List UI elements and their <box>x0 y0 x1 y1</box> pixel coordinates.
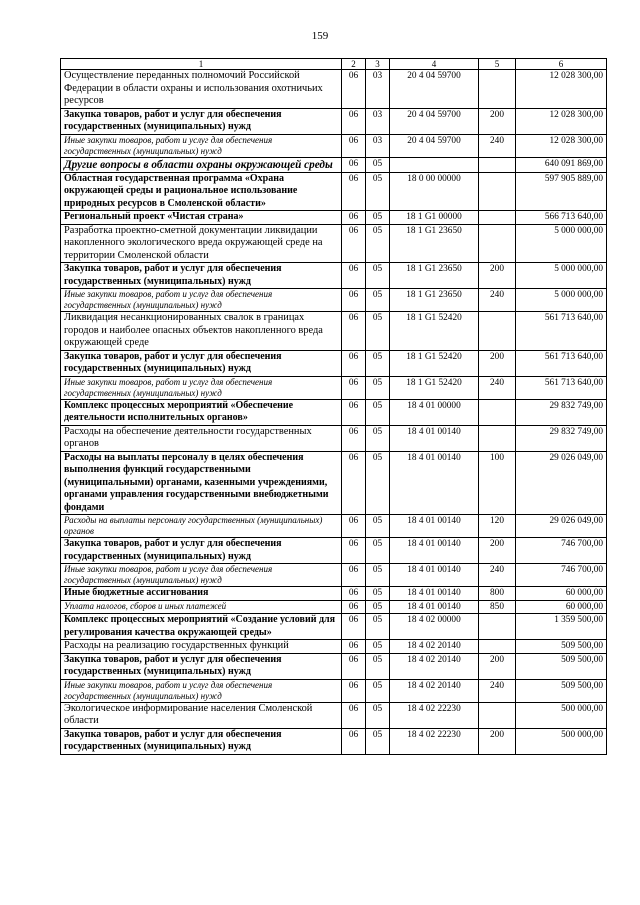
table-row <box>61 263 607 289</box>
row-subsection-code: 05 <box>366 515 390 538</box>
row-target-code: 18 4 02 00000 <box>390 614 479 640</box>
row-expense-type <box>479 224 516 263</box>
table-row <box>61 157 607 172</box>
row-section-code: 06 <box>342 600 366 614</box>
row-subsection-code: 05 <box>366 679 390 702</box>
table-row <box>61 211 607 225</box>
row-section-code: 06 <box>342 587 366 601</box>
row-name: Закупка товаров, работ и услуг для обеспечения государственных (муниципальных) нужд <box>61 350 342 376</box>
table-row <box>61 134 607 157</box>
row-amount: 29 832 749,00 <box>516 399 607 425</box>
row-target-code: 18 4 02 22230 <box>390 702 479 728</box>
row-section-code: 06 <box>342 108 366 134</box>
table-row <box>61 515 607 538</box>
row-name: Иные закупки товаров, работ и услуг для обеспечения государственных (муниципальных) нужд <box>61 376 342 399</box>
row-target-code: 18 0 00 00000 <box>390 172 479 211</box>
row-section-code: 06 <box>342 451 366 515</box>
row-target-code: 18 1 G1 52420 <box>390 376 479 399</box>
row-name: Расходы на выплаты персоналу государственных (муниципальных) органов <box>61 515 342 538</box>
table-row <box>61 728 607 754</box>
row-target-code: 18 4 01 00140 <box>390 425 479 451</box>
row-section-code: 06 <box>342 70 366 109</box>
row-amount: 561 713 640,00 <box>516 350 607 376</box>
row-target-code: 18 1 G1 23650 <box>390 263 479 289</box>
row-amount: 29 026 049,00 <box>516 451 607 515</box>
row-name: Ликвидация несанкционированных свалок в границах городов и наиболее опасных объектов накопленного вреда окружающей среде <box>61 312 342 351</box>
row-target-code: 18 4 02 20140 <box>390 640 479 654</box>
row-section-code: 06 <box>342 679 366 702</box>
row-expense-type <box>479 614 516 640</box>
row-target-code: 18 4 01 00000 <box>390 399 479 425</box>
row-subsection-code: 05 <box>366 172 390 211</box>
row-expense-type: 850 <box>479 600 516 614</box>
row-expense-type: 240 <box>479 134 516 157</box>
row-target-code: 18 1 G1 52420 <box>390 350 479 376</box>
row-section-code: 06 <box>342 425 366 451</box>
row-amount: 597 905 889,00 <box>516 172 607 211</box>
table-row <box>61 702 607 728</box>
row-expense-type: 200 <box>479 538 516 564</box>
table-row <box>61 172 607 211</box>
row-amount: 640 091 869,00 <box>516 157 607 172</box>
page-number: 159 <box>311 30 329 42</box>
row-target-code: 20 4 04 59700 <box>390 108 479 134</box>
row-target-code: 18 4 01 00140 <box>390 587 479 601</box>
row-section-code: 06 <box>342 728 366 754</box>
row-target-code: 18 1 G1 23650 <box>390 289 479 312</box>
row-expense-type: 240 <box>479 679 516 702</box>
row-subsection-code: 05 <box>366 702 390 728</box>
row-subsection-code: 05 <box>366 289 390 312</box>
row-name: Иные бюджетные ассигнования <box>61 587 342 601</box>
row-section-code: 06 <box>342 614 366 640</box>
row-target-code: 18 4 02 20140 <box>390 653 479 679</box>
row-section-code: 06 <box>342 224 366 263</box>
row-expense-type: 800 <box>479 587 516 601</box>
row-target-code: 18 4 01 00140 <box>390 564 479 587</box>
row-subsection-code: 05 <box>366 640 390 654</box>
row-subsection-code: 05 <box>366 399 390 425</box>
row-name: Расходы на реализацию государственных функций <box>61 640 342 654</box>
row-subsection-code: 03 <box>366 108 390 134</box>
row-section-code: 06 <box>342 172 366 211</box>
row-target-code: 18 4 01 00140 <box>390 451 479 515</box>
row-amount: 12 028 300,00 <box>516 70 607 109</box>
table-row <box>61 312 607 351</box>
row-section-code: 06 <box>342 350 366 376</box>
row-amount: 561 713 640,00 <box>516 312 607 351</box>
row-expense-type: 240 <box>479 289 516 312</box>
table-row <box>61 224 607 263</box>
row-amount: 500 000,00 <box>516 728 607 754</box>
row-name: Закупка товаров, работ и услуг для обеспечения государственных (муниципальных) нужд <box>61 653 342 679</box>
row-name: Закупка товаров, работ и услуг для обеспечения государственных (муниципальных) нужд <box>61 538 342 564</box>
row-amount: 60 000,00 <box>516 600 607 614</box>
row-name: Уплата налогов, сборов и иных платежей <box>61 600 342 614</box>
row-expense-type <box>479 70 516 109</box>
row-subsection-code: 05 <box>366 538 390 564</box>
row-name: Расходы на выплаты персоналу в целях обеспечения выполнения функций государственными (муниципальными) органами, казенными учреждениями, органами управления государственными внебюджетными фондами <box>61 451 342 515</box>
row-amount: 12 028 300,00 <box>516 134 607 157</box>
row-subsection-code: 03 <box>366 134 390 157</box>
row-name: Экологическое информирование населения Смоленской области <box>61 702 342 728</box>
row-subsection-code: 05 <box>366 600 390 614</box>
row-subsection-code: 05 <box>366 614 390 640</box>
row-target-code: 20 4 04 59700 <box>390 134 479 157</box>
table-row <box>61 538 607 564</box>
row-amount: 60 000,00 <box>516 587 607 601</box>
header-col-2: 2 <box>342 59 366 70</box>
row-amount: 5 000 000,00 <box>516 289 607 312</box>
row-amount: 29 832 749,00 <box>516 425 607 451</box>
budget-table <box>60 58 607 755</box>
row-expense-type <box>479 425 516 451</box>
row-amount: 746 700,00 <box>516 564 607 587</box>
row-name: Закупка товаров, работ и услуг для обеспечения государственных (муниципальных) нужд <box>61 728 342 754</box>
table-row <box>61 614 607 640</box>
row-section-code: 06 <box>342 376 366 399</box>
row-section-code: 06 <box>342 289 366 312</box>
header-row <box>61 59 607 70</box>
row-name: Иные закупки товаров, работ и услуг для обеспечения государственных (муниципальных) нужд <box>61 679 342 702</box>
row-subsection-code: 05 <box>366 728 390 754</box>
header-col-6: 6 <box>516 59 607 70</box>
row-section-code: 06 <box>342 564 366 587</box>
row-name: Другие вопросы в области охраны окружающей среды <box>61 157 342 172</box>
table-row <box>61 108 607 134</box>
row-expense-type <box>479 640 516 654</box>
row-amount: 509 500,00 <box>516 679 607 702</box>
row-name: Разработка проектно-сметной документации ликвидации накопленного экологического вреда окружающей среде на территории Смоленской области <box>61 224 342 263</box>
row-expense-type: 100 <box>479 451 516 515</box>
row-section-code: 06 <box>342 134 366 157</box>
row-subsection-code: 05 <box>366 224 390 263</box>
row-subsection-code: 05 <box>366 564 390 587</box>
row-section-code: 06 <box>342 263 366 289</box>
row-expense-type: 200 <box>479 108 516 134</box>
row-expense-type: 240 <box>479 564 516 587</box>
table-row <box>61 425 607 451</box>
table-row <box>61 653 607 679</box>
row-target-code <box>390 157 479 172</box>
row-amount: 561 713 640,00 <box>516 376 607 399</box>
row-expense-type: 120 <box>479 515 516 538</box>
row-target-code: 18 4 02 20140 <box>390 679 479 702</box>
row-amount: 12 028 300,00 <box>516 108 607 134</box>
table-row <box>61 376 607 399</box>
row-subsection-code: 05 <box>366 653 390 679</box>
row-expense-type <box>479 399 516 425</box>
table-row <box>61 564 607 587</box>
row-target-code: 18 1 G1 52420 <box>390 312 479 351</box>
row-section-code: 06 <box>342 538 366 564</box>
row-name: Закупка товаров, работ и услуг для обеспечения государственных (муниципальных) нужд <box>61 263 342 289</box>
row-target-code: 18 4 01 00140 <box>390 538 479 564</box>
row-name: Комплекс процессных мероприятий «Создание условий для регулирования качества окружающей среды» <box>61 614 342 640</box>
row-subsection-code: 05 <box>366 312 390 351</box>
row-amount: 509 500,00 <box>516 640 607 654</box>
row-expense-type <box>479 157 516 172</box>
row-section-code: 06 <box>342 702 366 728</box>
row-target-code: 18 1 G1 00000 <box>390 211 479 225</box>
row-expense-type <box>479 211 516 225</box>
row-section-code: 06 <box>342 312 366 351</box>
table-row <box>61 587 607 601</box>
row-amount: 29 026 049,00 <box>516 515 607 538</box>
row-expense-type: 200 <box>479 653 516 679</box>
row-name: Иные закупки товаров, работ и услуг для обеспечения государственных (муниципальных) нужд <box>61 134 342 157</box>
row-amount: 5 000 000,00 <box>516 224 607 263</box>
row-target-code: 18 1 G1 23650 <box>390 224 479 263</box>
table-row <box>61 350 607 376</box>
row-amount: 500 000,00 <box>516 702 607 728</box>
row-expense-type: 240 <box>479 376 516 399</box>
header-col-1: 1 <box>61 59 342 70</box>
row-expense-type <box>479 312 516 351</box>
row-amount: 5 000 000,00 <box>516 263 607 289</box>
row-subsection-code: 05 <box>366 211 390 225</box>
row-section-code: 06 <box>342 640 366 654</box>
row-subsection-code: 03 <box>366 70 390 109</box>
row-name: Иные закупки товаров, работ и услуг для обеспечения государственных (муниципальных) нужд <box>61 564 342 587</box>
row-amount: 566 713 640,00 <box>516 211 607 225</box>
row-target-code: 18 4 01 00140 <box>390 600 479 614</box>
row-subsection-code: 05 <box>366 376 390 399</box>
row-name: Осуществление переданных полномочий Российской Федерации в области охраны и использования охотничьих ресурсов <box>61 70 342 109</box>
row-name: Закупка товаров, работ и услуг для обеспечения государственных (муниципальных) нужд <box>61 108 342 134</box>
row-amount: 509 500,00 <box>516 653 607 679</box>
row-expense-type <box>479 172 516 211</box>
row-name: Иные закупки товаров, работ и услуг для обеспечения государственных (муниципальных) нужд <box>61 289 342 312</box>
table-row <box>61 399 607 425</box>
header-col-4: 4 <box>390 59 479 70</box>
row-section-code: 06 <box>342 515 366 538</box>
row-subsection-code: 05 <box>366 587 390 601</box>
header-col-3: 3 <box>366 59 390 70</box>
row-section-code: 06 <box>342 157 366 172</box>
row-expense-type: 200 <box>479 263 516 289</box>
row-section-code: 06 <box>342 211 366 225</box>
row-subsection-code: 05 <box>366 263 390 289</box>
table-row <box>61 640 607 654</box>
table-row <box>61 70 607 109</box>
row-target-code: 18 4 02 22230 <box>390 728 479 754</box>
row-subsection-code: 05 <box>366 350 390 376</box>
table-row <box>61 451 607 515</box>
table-row <box>61 289 607 312</box>
row-name: Комплекс процессных мероприятий «Обеспечение деятельности исполнительных органов» <box>61 399 342 425</box>
row-subsection-code: 05 <box>366 451 390 515</box>
header-col-5: 5 <box>479 59 516 70</box>
row-amount: 1 359 500,00 <box>516 614 607 640</box>
row-name: Региональный проект «Чистая страна» <box>61 211 342 225</box>
row-subsection-code: 05 <box>366 157 390 172</box>
row-expense-type <box>479 702 516 728</box>
row-target-code: 18 4 01 00140 <box>390 515 479 538</box>
row-name: Расходы на обеспечение деятельности государственных органов <box>61 425 342 451</box>
row-target-code: 20 4 04 59700 <box>390 70 479 109</box>
row-subsection-code: 05 <box>366 425 390 451</box>
row-amount: 746 700,00 <box>516 538 607 564</box>
row-expense-type: 200 <box>479 728 516 754</box>
table-row <box>61 600 607 614</box>
row-section-code: 06 <box>342 653 366 679</box>
table-row <box>61 679 607 702</box>
row-expense-type: 200 <box>479 350 516 376</box>
row-name: Областная государственная программа «Охрана окружающей среды и рациональное использование природных ресурсов в Смоленской области» <box>61 172 342 211</box>
row-section-code: 06 <box>342 399 366 425</box>
